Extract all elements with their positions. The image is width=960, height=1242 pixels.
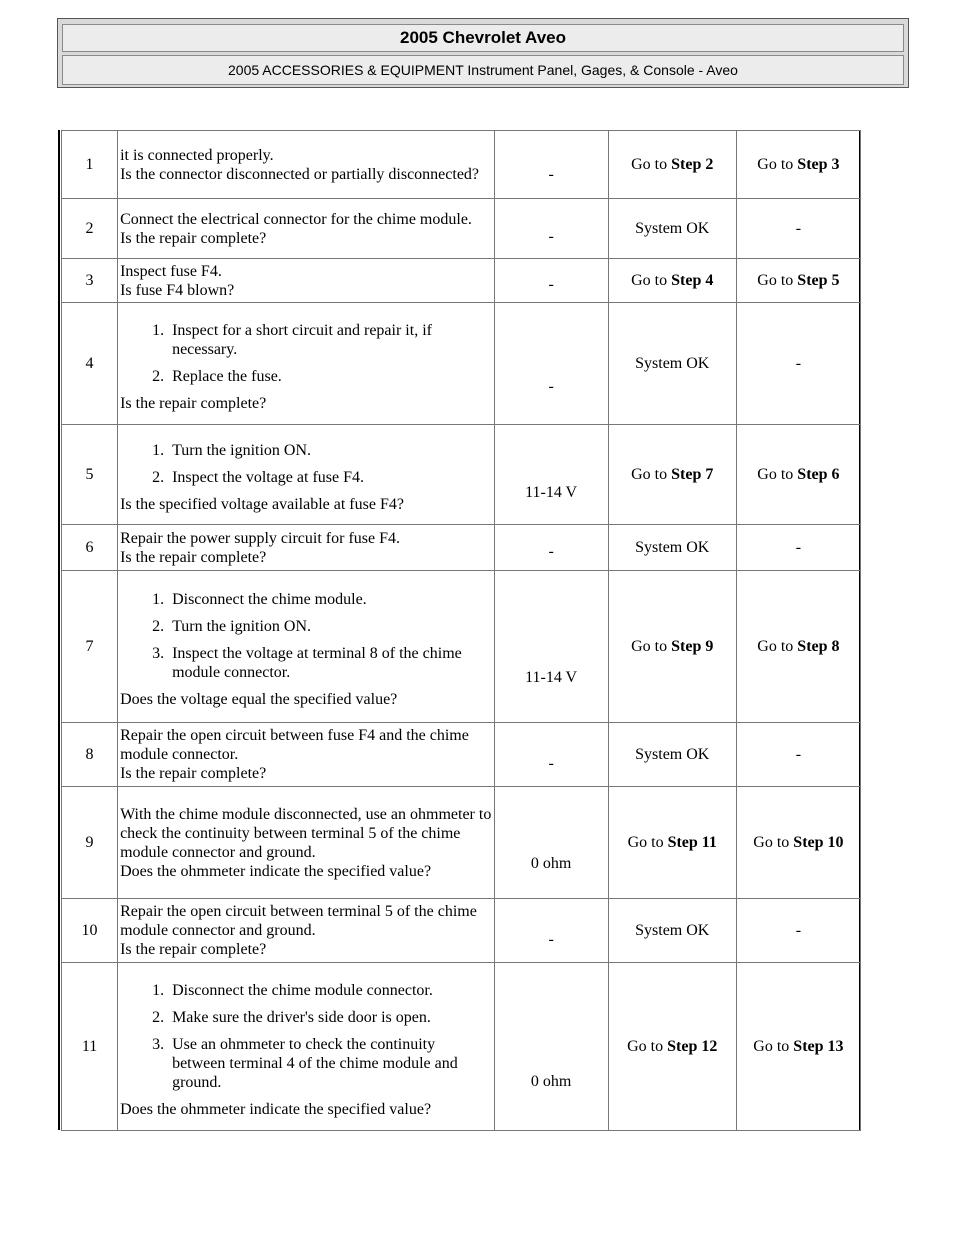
step-action	[118, 899, 494, 963]
step-action	[118, 723, 494, 787]
step-no-result: -	[736, 303, 860, 425]
step-text: Does the ohmmeter indicate the specified value?	[120, 862, 432, 880]
table-row	[62, 723, 861, 787]
table-row	[62, 131, 861, 199]
step-no-result: -	[736, 723, 860, 787]
step-action	[118, 571, 494, 723]
step-text: Is fuse F4 blown?	[120, 281, 235, 299]
step-action	[118, 963, 494, 1131]
action-list	[120, 321, 491, 386]
table-row	[62, 199, 861, 259]
table-row	[62, 259, 861, 303]
step-action	[118, 303, 494, 425]
step-value: -	[494, 899, 608, 963]
table-row	[62, 963, 861, 1131]
action-list-item: 2. Turn the ignition ON.	[168, 617, 491, 636]
step-link: Step 2	[671, 156, 714, 173]
step-text: Connect the electrical connector for the chime module.	[120, 210, 472, 228]
step-text: Repair the power supply circuit for fuse F4.	[120, 529, 400, 547]
step-no-result: Go to Step 10	[736, 787, 860, 899]
step-action	[118, 787, 494, 899]
step-value: 11-14 V	[494, 571, 608, 723]
action-list-item: 2. Inspect the voltage at fuse F4.	[168, 468, 491, 487]
table-row	[62, 899, 861, 963]
action-list-item: 2. Make sure the driver's side door is open.	[168, 1008, 491, 1027]
step-value: -	[494, 259, 608, 303]
step-action	[118, 131, 494, 199]
step-yes-result: Go to Step 12	[608, 963, 736, 1131]
step-no-result: Go to Step 3	[736, 131, 860, 199]
step-text: Is the connector disconnected or partially disconnected?	[120, 165, 480, 183]
action-list	[120, 981, 491, 1092]
step-value: 0 ohm	[494, 787, 608, 899]
step-text: With the chime module disconnected, use an ohmmeter to check the continuity between terminal 5 of the chime module connector and ground.	[120, 805, 492, 861]
table-row	[62, 425, 861, 525]
step-link: Step 12	[667, 1038, 718, 1055]
step-value: -	[494, 131, 608, 199]
step-text: Is the repair complete?	[120, 548, 267, 566]
step-action	[118, 199, 494, 259]
action-list	[120, 441, 491, 487]
step-yes-result: System OK	[608, 723, 736, 787]
step-question: Does the ohmmeter indicate the specified value?	[120, 1100, 432, 1118]
action-list-item: 1. Inspect for a short circuit and repair it, if necessary.	[168, 321, 491, 359]
table-row	[62, 787, 861, 899]
step-yes-result: System OK	[608, 899, 736, 963]
step-text: it is connected properly.	[120, 146, 274, 164]
step-no-result: -	[736, 525, 860, 571]
step-number: 9	[62, 787, 118, 899]
document-title: 2005 Chevrolet Aveo	[62, 24, 904, 52]
step-no-result: -	[736, 199, 860, 259]
step-link: Step 3	[797, 156, 840, 173]
step-no-result: Go to Step 13	[736, 963, 860, 1131]
step-yes-result: Go to Step 7	[608, 425, 736, 525]
step-link: Step 9	[671, 638, 714, 655]
step-value: 11-14 V	[494, 425, 608, 525]
step-link: Step 13	[793, 1038, 844, 1055]
action-list-item: 3. Inspect the voltage at terminal 8 of the chime module connector.	[168, 644, 491, 682]
step-number: 8	[62, 723, 118, 787]
step-link: Step 8	[797, 638, 840, 655]
step-text: Is the repair complete?	[120, 765, 267, 782]
diagnostic-table-body	[62, 131, 861, 1131]
document-subtitle: 2005 ACCESSORIES & EQUIPMENT Instrument Panel, Gages, & Console - Aveo	[62, 55, 904, 85]
step-no-result: Go to Step 8	[736, 571, 860, 723]
step-link: Step 5	[797, 272, 840, 289]
step-no-result: Go to Step 6	[736, 425, 860, 525]
table-row	[62, 525, 861, 571]
step-yes-result: Go to Step 4	[608, 259, 736, 303]
step-action	[118, 259, 494, 303]
step-value: -	[494, 199, 608, 259]
action-list-item: 1. Turn the ignition ON.	[168, 441, 491, 460]
table-row	[62, 303, 861, 425]
step-text: Repair the open circuit between terminal 5 of the chime module connector and ground.	[120, 903, 477, 939]
step-yes-result: System OK	[608, 303, 736, 425]
step-action	[118, 425, 494, 525]
step-yes-result: Go to Step 11	[608, 787, 736, 899]
step-text: Repair the open circuit between fuse F4 and the chime module connector.	[120, 727, 469, 763]
step-number: 11	[62, 963, 118, 1131]
step-number: 10	[62, 899, 118, 963]
step-text: Is the repair complete?	[120, 229, 267, 247]
step-value: -	[494, 303, 608, 425]
step-no-result: -	[736, 899, 860, 963]
step-value: -	[494, 723, 608, 787]
step-number: 1	[62, 131, 118, 199]
step-number: 6	[62, 525, 118, 571]
step-number: 5	[62, 425, 118, 525]
page-header	[57, 18, 909, 88]
step-number: 4	[62, 303, 118, 425]
action-list-item: 2. Replace the fuse.	[168, 367, 491, 386]
step-text: Inspect fuse F4.	[120, 262, 222, 280]
step-question: Is the specified voltage available at fuse F4?	[120, 496, 404, 513]
left-rule	[58, 130, 60, 1130]
step-yes-result: Go to Step 2	[608, 131, 736, 199]
action-list-item: 1. Disconnect the chime module connector.	[168, 981, 491, 1000]
step-number: 7	[62, 571, 118, 723]
table-row	[62, 571, 861, 723]
step-yes-result: System OK	[608, 525, 736, 571]
step-question: Is the repair complete?	[120, 394, 267, 412]
step-yes-result: System OK	[608, 199, 736, 259]
step-link: Step 7	[671, 466, 714, 483]
step-number: 3	[62, 259, 118, 303]
step-action	[118, 525, 494, 571]
action-list	[120, 590, 491, 682]
step-link: Step 11	[667, 834, 717, 851]
step-link: Step 10	[793, 834, 844, 851]
step-link: Step 6	[797, 466, 840, 483]
action-list-item: 3. Use an ohmmeter to check the continuity between terminal 4 of the chime module and ground.	[168, 1035, 491, 1092]
action-list-item: 1. Disconnect the chime module.	[168, 590, 491, 609]
step-number: 2	[62, 199, 118, 259]
step-value: -	[494, 525, 608, 571]
diagnostic-table	[61, 130, 861, 1131]
step-text: Is the repair complete?	[120, 941, 267, 958]
step-yes-result: Go to Step 9	[608, 571, 736, 723]
step-value: 0 ohm	[494, 963, 608, 1131]
step-link: Step 4	[671, 272, 714, 289]
step-no-result: Go to Step 5	[736, 259, 860, 303]
step-question: Does the voltage equal the specified value?	[120, 691, 398, 708]
